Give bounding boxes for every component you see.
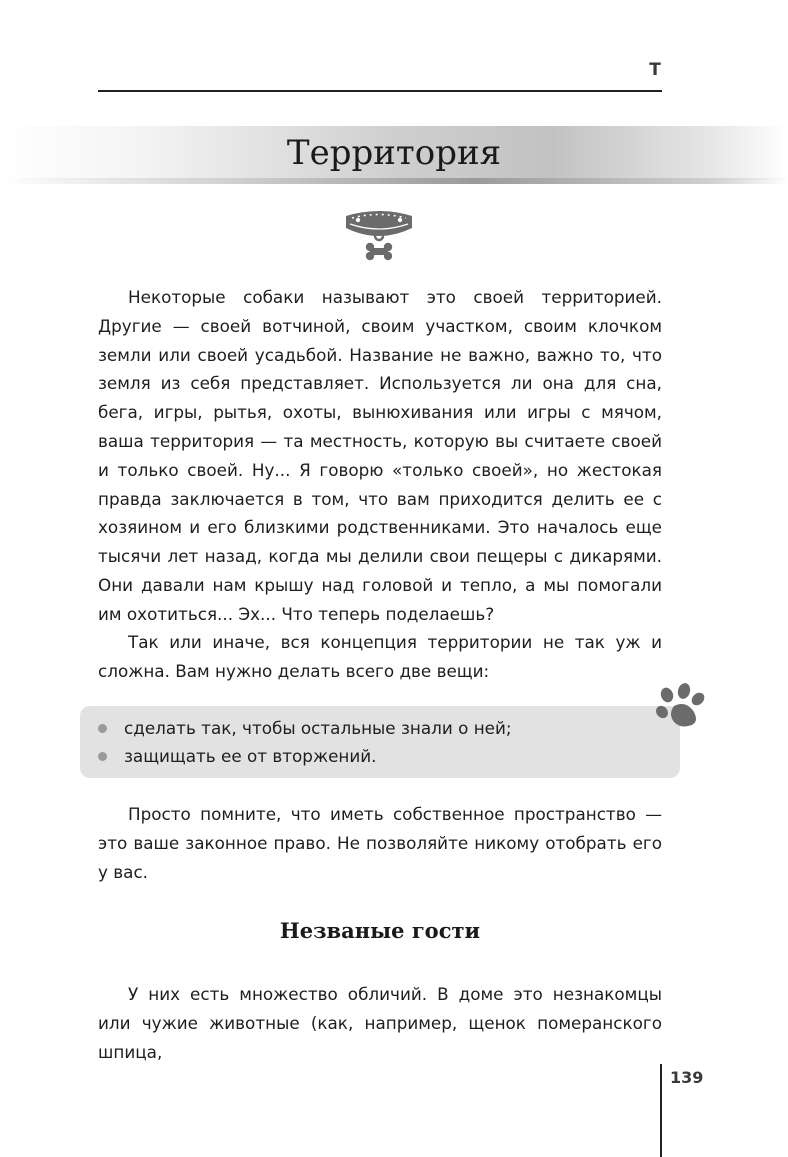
paragraph-3-text: Просто помните, что иметь собственное пространство — это ваше законное право. Не позволяйте никому отобрать его у вас. [98,804,662,882]
paragraph-4-text: У них есть множество обличий. В доме это незнакомцы или чужие животные (как, например, щенок померанского шпица, [98,984,662,1062]
list-item [98,743,377,769]
header-rule [98,90,662,92]
paragraph-3 [98,800,662,886]
page-number-rule [660,1064,662,1157]
list-item-text: защищать ее от вторжений. [124,746,377,766]
chapter-title: Территория [286,133,502,173]
paragraph-2 [98,628,662,686]
paragraph-4 [98,980,662,1066]
page-number: 139 [670,1068,704,1087]
paragraph-1 [98,283,662,629]
bullet-dot-icon [98,752,107,761]
callout-box [80,706,680,778]
paragraph-1-text: Некоторые собаки называют это своей территорией. Другие — своей вотчиной, своим участком, своим клочком земли или своей усадьбой. Название не важно, важно то, что земля из себя представляет. Используется ли она для сна, бега, игры, рытья, охоты, вынюхивания или игры с мячом, ваша территория — та местность, которую вы считаете своей и только своей. Ну... Я говорю «только своей», но жестокая правда заключается в том, что вам приходится делить ее с хозяином и его близкими родственниками. Это началось еще тысячи лет назад, когда мы делили свои пещеры с дикарями. Они давали нам крышу над головой и тепло, а мы помогали им охотиться... Эх... Что теперь поделаешь? [98,287,662,624]
dog-collar-icon [340,204,418,268]
running-header-letter: Т [649,60,661,80]
section-heading: Незваные гости [279,918,481,943]
list-item-text: сделать так, чтобы остальные знали о ней; [124,718,512,738]
paragraph-2-text: Так или иначе, вся концепция территории не так уж и сложна. Вам нужно делать всего две вещи: [98,632,662,681]
paw-print-icon [652,682,708,732]
bullet-dot-icon [98,724,107,733]
list-item [98,715,512,741]
